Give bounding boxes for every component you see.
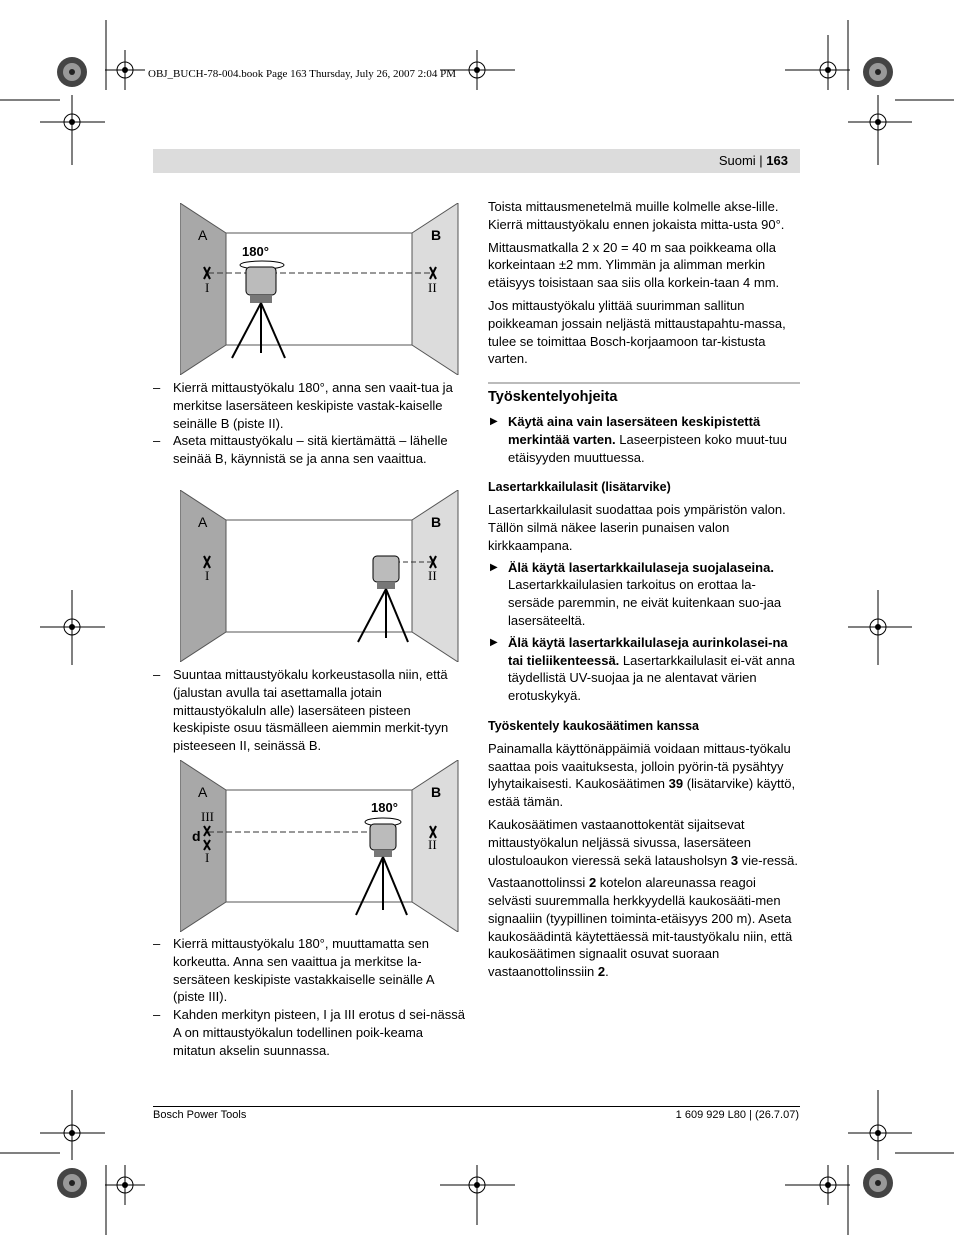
fig1-wall-b: B bbox=[431, 227, 442, 243]
fig2-wall-b: B bbox=[431, 514, 442, 530]
paragraph bbox=[488, 874, 800, 981]
fig2-mark-left: I bbox=[205, 568, 210, 583]
bullet-bold: Älä käytä lasertarkkailulaseja suojalaseina. bbox=[508, 559, 774, 575]
paragraph bbox=[488, 740, 800, 811]
section-rule bbox=[488, 382, 800, 384]
text-run: vie-ressä. bbox=[738, 852, 799, 868]
right-column bbox=[488, 198, 800, 981]
fig1-wall-a: A bbox=[198, 227, 208, 243]
section-title: Työskentelyohjeita bbox=[488, 389, 618, 406]
fig1-mark-right: II bbox=[428, 280, 437, 295]
bullet-item: ▶ Älä käytä lasertarkkailulaseja aurinkolasei-na tai tieliikenteessä. Lasertarkkailulasit ei-vät anna täydellistä UV-suojaa ja ne alentavat värien erotuskykyä. bbox=[490, 634, 795, 704]
bullet-item: ▶ Käytä aina vain lasersäteen keskipistettä merkintää varten. Laseerpisteen koko muut-tuu etäisyyden muuttuessa. bbox=[490, 413, 787, 465]
bullet-bold: Älä käytä lasertarkkailulaseja aurinkolasei-na tai tieliikenteessä. bbox=[508, 634, 788, 668]
header-text bbox=[719, 153, 788, 168]
footer-rule bbox=[153, 1106, 800, 1107]
list-item: – Kierrä mittaustyökalu 180°, anna sen vaait-tua ja merkitse lasersäteen keskipiste vastak-kaiselle seinälle B (piste II). bbox=[153, 380, 453, 431]
footer-left: Bosch Power Tools bbox=[153, 1109, 247, 1121]
fig2-wall-a: A bbox=[198, 514, 208, 530]
left-list-3 bbox=[153, 935, 465, 1060]
bullet-text: Lasertarkkailulasien tarkoitus on erottaa la-sersäde paremmin, ne eivät kuitenkaan suo-jaa lasersäteeltä. bbox=[508, 577, 782, 628]
text-run: Kaukosäätimen vastaanottokentät sijaitsevat mittaustyökalun neljässä sivussa, lasersäteen ulostuloaukon vieressä sekä latausholsyn bbox=[488, 816, 752, 868]
list-item-text: Suuntaa mittaustyökalu korkeustasolla niin, että (jalustan avulla tai asettamalla jotain mittaustyökaluln alle) lasersäteen pisteen keskipiste osuu täsmälleen aiemmin merkit-tyyn pisteeseen II, seinässä B. bbox=[173, 667, 449, 754]
list-item: – Kierrä mittaustyökalu 180°, muuttamatta sen korkeutta. Anna sen vaaittua ja merkitse la-sersäteen keskipiste vastakkaiselle seinälle A (piste III). bbox=[153, 936, 434, 1005]
list-item-text: Kahden merkityn pisteen, I ja III erotus d sei-nässä A on mittaustyökalun todellinen poik-keama mitatun akselin suunnassa. bbox=[173, 1007, 465, 1058]
left-list-1 bbox=[153, 379, 465, 468]
text-run: 2 bbox=[597, 964, 606, 980]
figure-3 bbox=[180, 760, 460, 932]
list-item: – Kahden merkityn pisteen, I ja III erotus d sei-nässä A on mittaustyökalun todellinen poik-keama mitatun akselin suunnassa. bbox=[153, 1007, 465, 1058]
footer-right: 1 609 929 L80 | (26.7.07) bbox=[675, 1109, 799, 1121]
fig3-wall-a: A bbox=[198, 784, 208, 800]
text-run: Vastaanottolinssi bbox=[488, 875, 589, 891]
fig3-wall-b: B bbox=[431, 784, 442, 800]
fig3-mark-left-top: III bbox=[201, 809, 214, 824]
fig1-angle: 180° bbox=[242, 244, 269, 259]
bullet-text: Lasertarkkailulasit ei-vät anna täydellistä UV-suojaa ja ne alentavat värien erotuskykyä. bbox=[508, 652, 795, 704]
list-item-text: Kierrä mittaustyökalu 180°, muuttamatta sen korkeutta. Anna sen vaaittua ja merkitse la-sersäteen keskipiste vastakkaiselle seinälle A (piste III). bbox=[173, 936, 434, 1005]
fig3-angle: 180° bbox=[371, 800, 398, 815]
text-run: Painamalla käyttönäppäimiä voidaan mittaus-työkalu saattaa pois vaaituksesta, jolloin pyörin-tä pysähtyy lyhytaikaisesti. Kaukosäätimen bbox=[488, 740, 791, 792]
list-item: – Suuntaa mittaustyökalu korkeustasolla niin, että (jalustan avulla tai asettamalla jotain mittaustyökaluln alle) lasersäteen pisteen keskipiste osuu täsmälleen aiemmin merkit-tyyn pisteeseen II, seinässä B. bbox=[153, 667, 449, 754]
page-header bbox=[153, 149, 800, 173]
fig2-mark-right: II bbox=[428, 568, 437, 583]
figure-1 bbox=[180, 203, 460, 375]
sub-title: Lasertarkkailulasit (lisätarvike) bbox=[488, 480, 671, 495]
paragraph: Toista mittausmenetelmä muille kolmelle akse-lille. Kierrä mittaustyökalu ennen jokaista mitta-usta 90°. bbox=[488, 199, 785, 232]
text-run: 3 bbox=[730, 852, 739, 868]
left-list-2 bbox=[153, 666, 465, 755]
paragraph bbox=[488, 816, 800, 869]
header-section: Suomi | bbox=[718, 153, 767, 168]
bullet-text: Laseerpisteen koko muut-tuu etäisyyden muuttuessa. bbox=[508, 431, 787, 465]
list-item-text: Kierrä mittaustyökalu 180°, anna sen vaait-tua ja merkitse lasersäteen keskipiste vastak-kaiselle seinälle B (piste II). bbox=[173, 380, 453, 431]
fig3-mark-d: d bbox=[192, 828, 201, 844]
sub-title: Työskentely kaukosäätimen kanssa bbox=[488, 718, 699, 733]
text-run: 39 bbox=[668, 776, 684, 792]
paragraph: Lasertarkkailulasit suodattaa pois ympäristön valon. Tällön silmä näkee laserin punaisen valon kirkkaampana. bbox=[488, 502, 786, 553]
text-run: kotelon alareunassa reagoi selvästi suuremmalla herkkyydellä kaukosääti-men signaaliin (tyypillinen toiminta-etäisyys 200 m). Aseta kaukosäädintä käytettäessä mit-taustyökalu niin, että kaukosäätimen signaalit osuvat suoraan vastaanottolinssiin bbox=[488, 875, 793, 980]
list-item: – Aseta mittaustyökalu – sitä kiertämättä – lähelle seinää B, käynnistä se ja anna sen vaaittua. bbox=[153, 433, 448, 467]
paragraph: Jos mittaustyökalu ylittää suurimman sallitun poikkeaman jossain neljästä mittaustapahtu-massa, tulee se toimittaa Bosch-korjaamoon tar-kistusta varten. bbox=[488, 297, 786, 367]
fig1-mark-left: I bbox=[205, 280, 210, 295]
text-run: 2 bbox=[588, 875, 597, 891]
list-item-text: Aseta mittaustyökalu – sitä kiertämättä – lähelle seinää B, käynnistä se ja anna sen vaaittua. bbox=[173, 433, 448, 467]
page-number: 163 bbox=[766, 153, 788, 168]
print-info: OBJ_BUCH-78-004.book Page 163 Thursday, July 26, 2007 2:04 PM bbox=[148, 68, 457, 80]
bullet-item: ▶ Älä käytä lasertarkkailulaseja suojalaseina. Lasertarkkailulasien tarkoitus on erottaa la-sersäde paremmin, ne eivät kuitenkaan suo-jaa lasersäteeltä. bbox=[490, 559, 782, 628]
bullet-bold: Käytä aina vain lasersäteen keskipistettä merkintää varten. bbox=[508, 413, 761, 447]
text-run: . bbox=[605, 964, 609, 980]
fig3-mark-left-bottom: I bbox=[205, 850, 210, 865]
fig3-mark-right: II bbox=[428, 837, 437, 852]
paragraph: Mittausmatkalla 2 x 20 = 40 m saa poikkeama olla korkeintaan ±2 mm. Ylimmän ja alimman merkin etäisyys toisistaan saa siis olla korkein-taan 4 mm. bbox=[488, 239, 780, 291]
figure-2 bbox=[180, 490, 460, 662]
text-run: (lisätarvike) käyttö, estää tämän. bbox=[488, 776, 796, 810]
